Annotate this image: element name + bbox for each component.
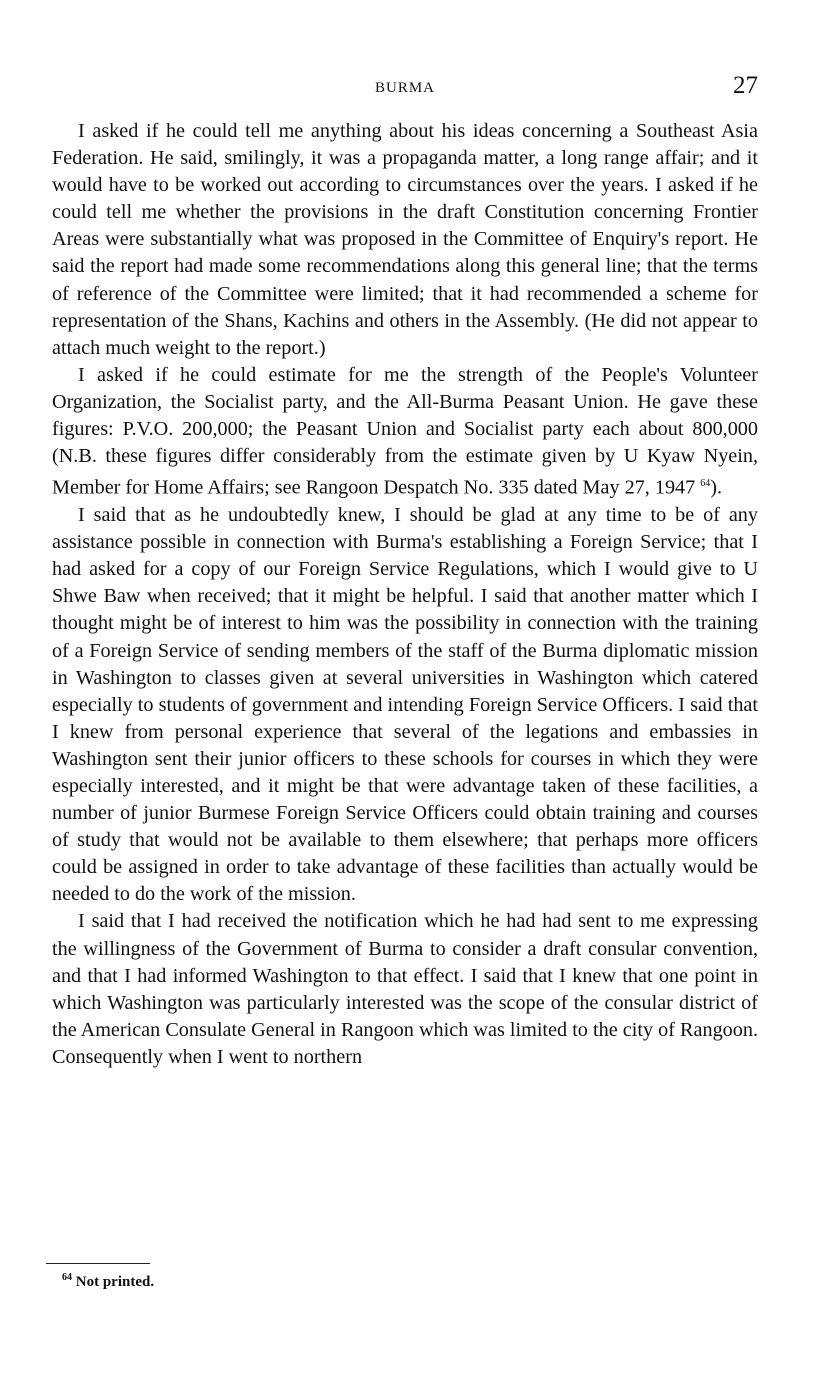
footnote-marker: 64 — [62, 1272, 72, 1283]
footnote-text: Not printed. — [75, 1274, 155, 1290]
footnote-divider — [46, 1263, 150, 1264]
paragraph-consular-convention: I said that I had received the notification which he had had sent to me expressing the willingness of the Government of Burma to consider a draft consular convention, and that I had informed Washington to that effect. I said that I knew that one point in which Washington was particularly interested was the scope of the consular district of the American Consulate General in Rangoon which was limited to the city of Rangoon. Consequently when I went to northern — [52, 910, 758, 1068]
paragraph-federation: I asked if he could tell me anything about his ideas concerning a Southeast Asia Federation. He said, smilingly, it was a propaganda matter, a long range affair; and it would have to be worked out according to circumstances over the years. I asked if he could tell me whether the provisions in the draft Constitution concerning Frontier Areas were substantially what was proposed in the Committee of Enquiry's report. He said the report had made some recommendations along this general line; that the terms of reference of the Committee were limited; that it had recommended a scheme for representation of the Shans, Kachins and others in the Assembly. (He did not appear to attach much weight to the report.) — [52, 120, 758, 359]
footnote — [62, 1272, 154, 1291]
paragraph-strength-tail: ). — [710, 476, 723, 499]
page-header — [52, 72, 758, 108]
paragraph-strength-estimates — [52, 362, 758, 502]
running-head: BURMA — [374, 80, 435, 96]
paragraph-foreign-service: I said that as he undoubtedly knew, I should be glad at any time to be of any assistance possible in connection with Burma's establishing a Foreign Service; that I had asked for a copy of our Foreign Service Regulations, which I would give to U Shwe Baw when received; that it might be helpful. I said that another matter which I thought might be of interest to him was the possibility in connection with the training of a Foreign Service of sending members of the staff of the Burma diplomatic mission in Washington to classes given at several universities in Washington which catered especially to students of government and intending Foreign Service Officers. I said that I knew from personal experience that several of the legations and embassies in Washington sent their junior officers to these schools for courses in which they were especially interested, and it might be that were advantage taken of these facilities, a number of junior Burmese Foreign Service Officers could obtain training and courses of study that would not be available to them elsewhere; that perhaps more officers could be assigned in order to take advantage of these facilities than actually would be needed to do the work of the mission. — [52, 504, 758, 906]
body-text — [52, 118, 758, 1071]
footnote-reference: 64 — [700, 478, 711, 490]
page-number: 27 — [733, 72, 758, 99]
paragraph-strength-text: I asked if he could estimate for me the strength of the People's Volunteer Organization, the Socialist party, and the All-Burma Peasant Union. He gave these figures: P.V.O. 200,000; the Peasant Union and Socialist party each about 800,000 (N.B. these figures differ considerably from the estimate given by U Kyaw Nyein, Member for Home Affairs; see Rangoon Despatch No. 335 dated May 27, 1947 — [52, 363, 758, 499]
